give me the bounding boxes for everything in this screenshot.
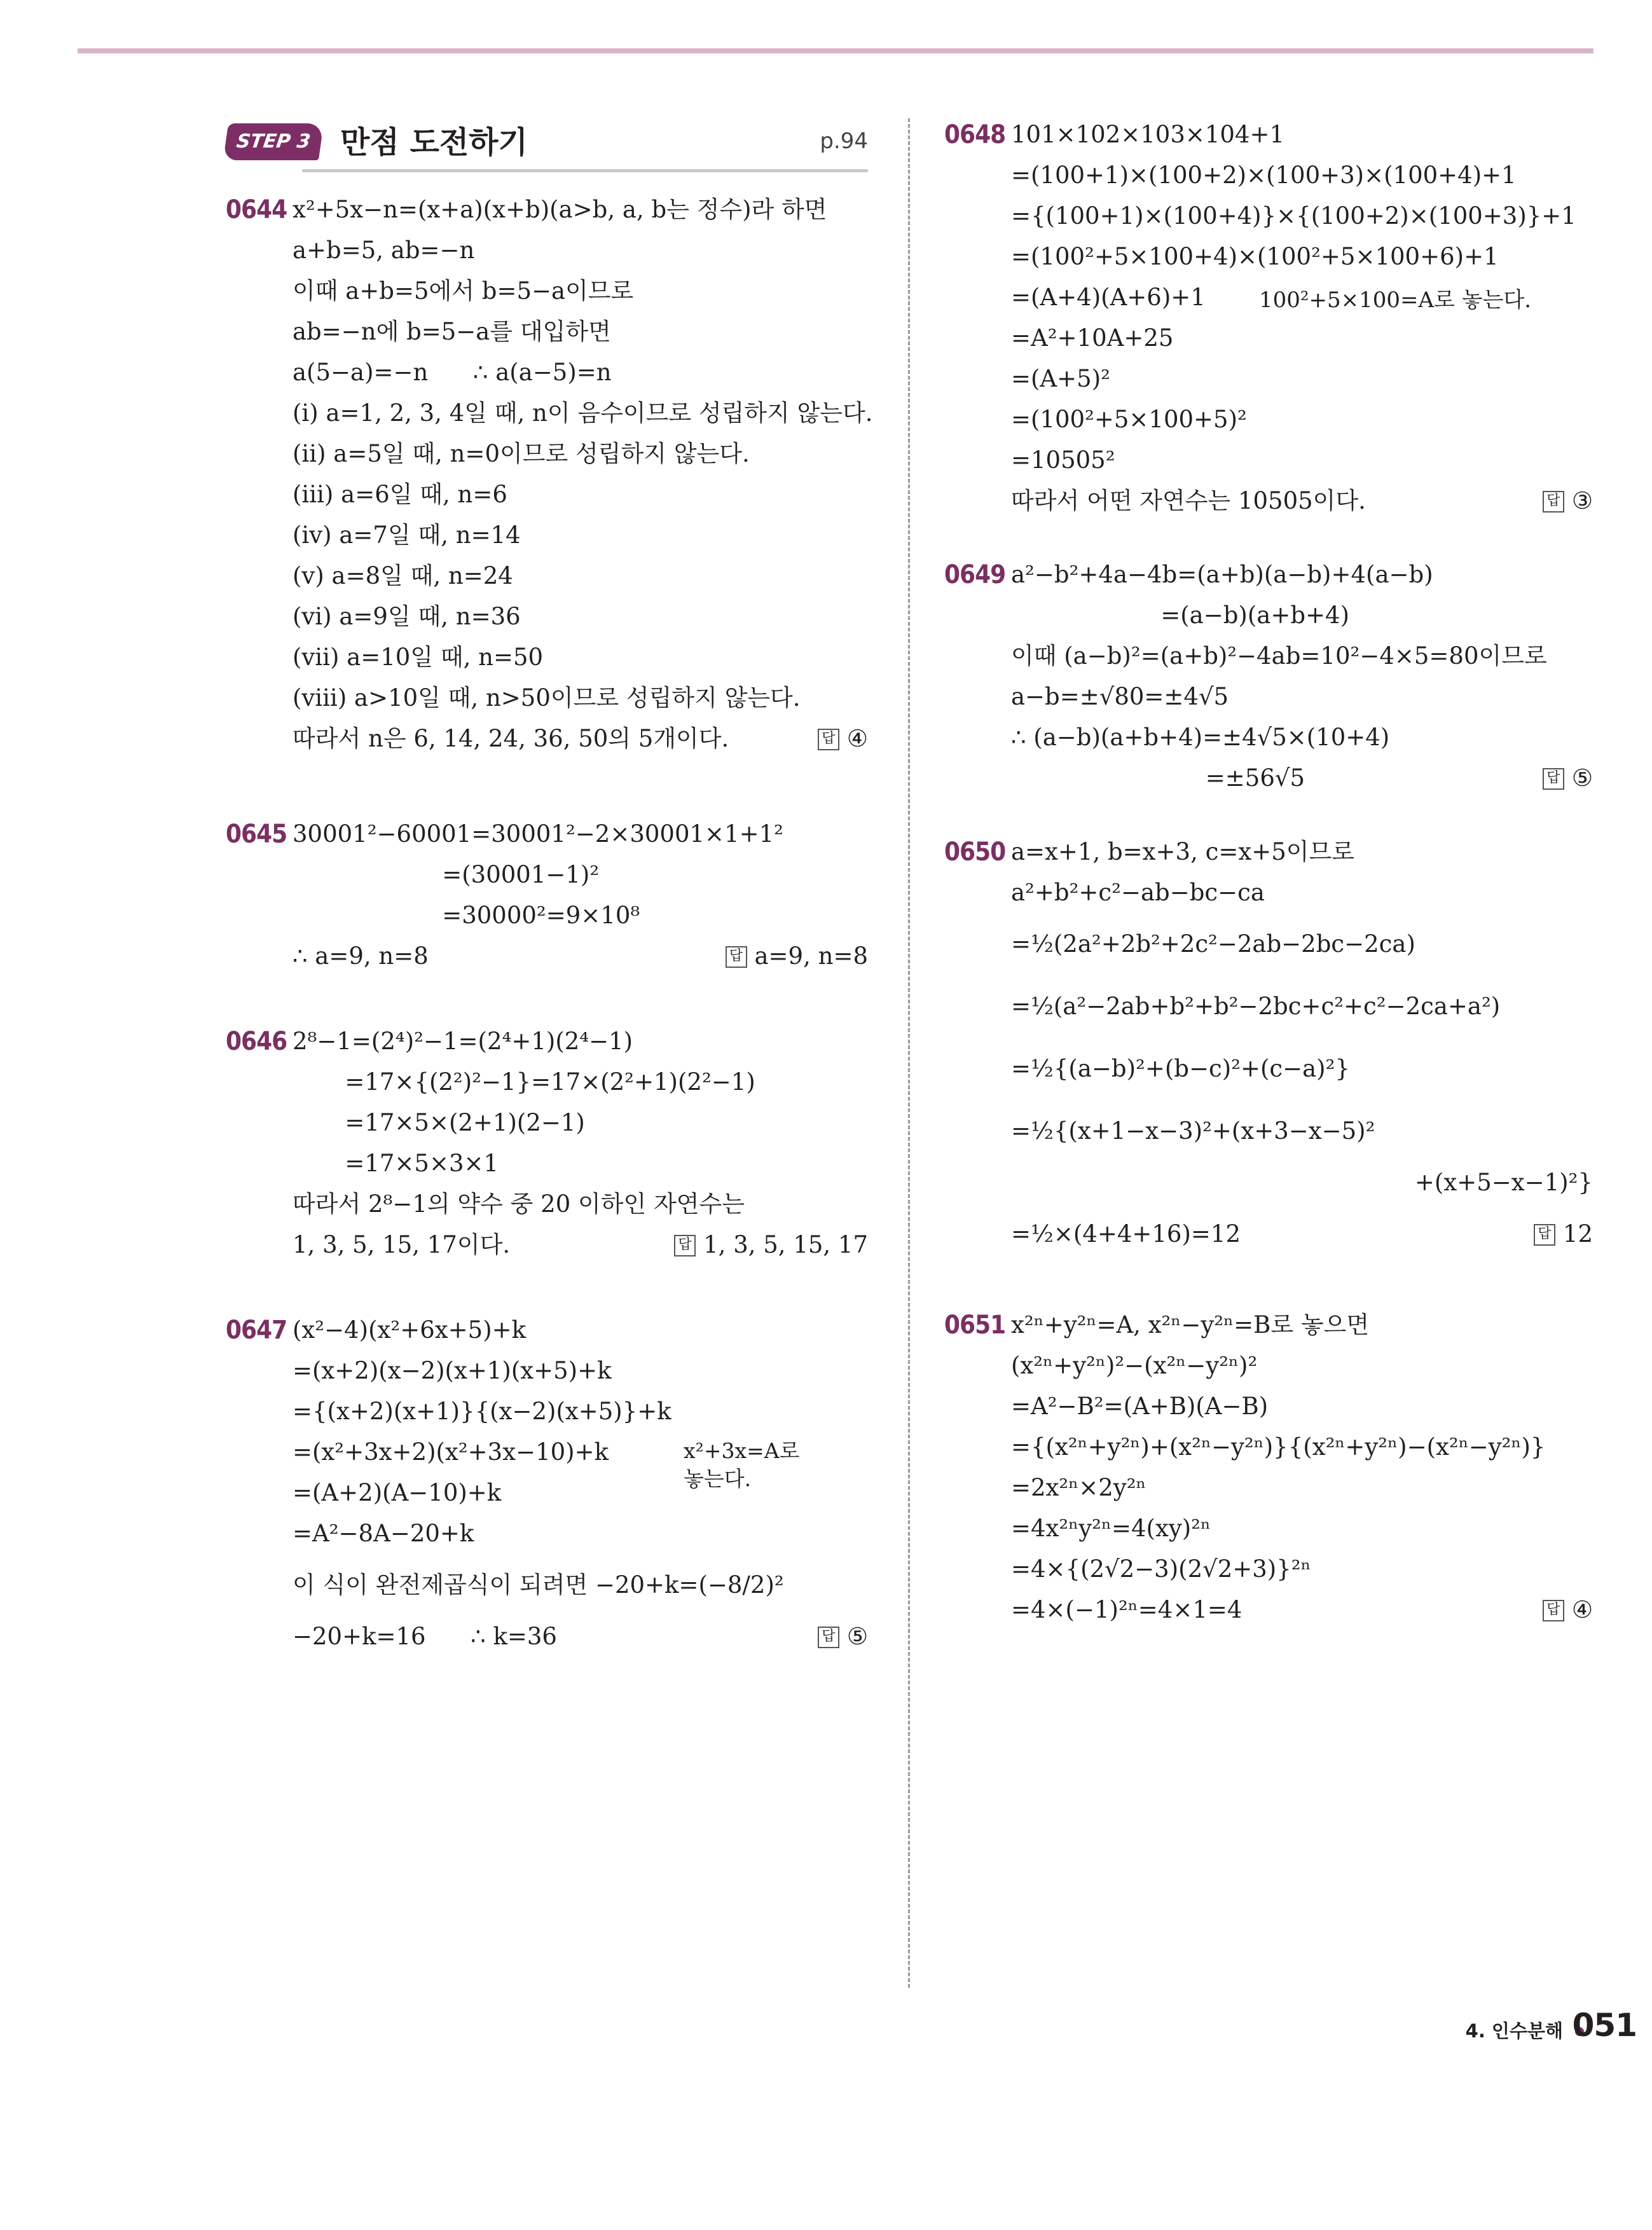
solution-text: =A²−8A−20+k: [293, 1520, 474, 1547]
header-underline: [302, 169, 868, 172]
answer: [1534, 1203, 1593, 1265]
answer: [674, 1225, 868, 1265]
solution-text: ∴ a=9, n=8: [293, 942, 429, 970]
solution-line: [1011, 237, 1593, 277]
solution-text: ab=−n에 b=5−a를 대입하면: [293, 318, 611, 345]
solution-line: [293, 1021, 868, 1062]
solution-text: (x²ⁿ+y²ⁿ)²−(x²ⁿ−y²ⁿ)²: [1011, 1352, 1258, 1379]
solution-line: [1011, 832, 1593, 872]
left-column: [226, 114, 873, 1657]
solution-text: (ⅶ) a=10일 때, n=50: [293, 644, 544, 671]
solution-text: =4×(−1)²ⁿ=4×1=4: [1011, 1596, 1242, 1623]
solution-text: 이때 (a−b)²=(a+b)²−4ab=10²−4×5=80이므로: [1011, 642, 1547, 670]
substitution-note: 100²+5×100=A로 놓는다.: [1259, 287, 1532, 313]
solution-line: [1011, 399, 1593, 440]
solution-text: a+b=5, ab=−n: [293, 237, 475, 264]
answer-value: 1, 3, 5, 15, 17: [703, 1231, 868, 1258]
answer: [726, 936, 869, 977]
solution-lines: [1011, 1305, 1593, 1630]
solution-text: =(30001−1)²: [293, 861, 600, 888]
solution-lines: [1011, 832, 1593, 1265]
solution-line: [1011, 1386, 1593, 1427]
problem-number: 0647: [226, 1316, 287, 1345]
solution-text: 1, 3, 5, 15, 17이다.: [293, 1231, 511, 1258]
solution-text: +(x+5−x−1)²}: [1414, 1169, 1593, 1196]
solution-text: =(a−b)(a+b+4): [1011, 602, 1350, 629]
solution-text: (ⅳ) a=7일 때, n=14: [293, 521, 521, 549]
problem-0644: [226, 189, 873, 759]
solution-line: [1011, 1468, 1593, 1508]
solution-text: a²−b²+4a−4b=(a+b)(a−b)+4(a−b): [1011, 561, 1433, 588]
solution-text: 101×102×103×104+1: [1011, 121, 1285, 148]
solution-line: [293, 855, 868, 895]
solution-text: (ⅲ) a=6일 때, n=6: [293, 481, 507, 508]
problem-number: 0649: [944, 560, 1006, 589]
solution-lines: [293, 1021, 868, 1265]
answer: [818, 719, 868, 759]
solution-line: [293, 1391, 868, 1432]
solution-line: [293, 1062, 868, 1103]
solution-line: [1011, 196, 1593, 237]
answer: [1543, 1590, 1593, 1630]
answer-value: ⑤: [846, 1623, 868, 1650]
solution-text: (ⅵ) a=9일 때, n=36: [293, 603, 521, 630]
solution-line: [1011, 758, 1593, 799]
solution-text: (x²−4)(x²+6x+5)+k: [293, 1316, 527, 1344]
problem-number: 0645: [226, 820, 287, 849]
solution-text: =±56√5: [1011, 764, 1305, 792]
solution-text: 2⁸−1=(2⁴)²−1=(2⁴+1)(2⁴−1): [293, 1028, 633, 1055]
answer-value: ④: [846, 725, 868, 752]
top-rule: [78, 48, 1593, 53]
solution-line: [1011, 440, 1593, 481]
solution-line: [293, 271, 868, 312]
solution-line: [1011, 1203, 1593, 1265]
solution-text: =½×(4+4+16)=12: [1011, 1220, 1241, 1248]
answer-label: 답: [1543, 1600, 1564, 1621]
solution-text: (ⅴ) a=8일 때, n=24: [293, 562, 513, 589]
solution-line: [1011, 318, 1593, 359]
solution-line: [293, 1554, 868, 1616]
solution-text: =(100²+5×100+5)²: [1011, 406, 1247, 433]
solution-text: =(A+5)²: [1011, 365, 1110, 392]
solution-text: =(x+2)(x−2)(x+1)(x+5)+k: [293, 1357, 612, 1384]
answer-label: 답: [1534, 1224, 1555, 1246]
problem-0651: [944, 1305, 1593, 1630]
answer-label: 답: [726, 946, 747, 968]
solution-line: [293, 352, 868, 393]
problem-number: 0650: [944, 837, 1006, 867]
solution-line: [293, 596, 868, 637]
solution-text: =A²−B²=(A+B)(A−B): [1011, 1393, 1269, 1420]
solution-text: ∴ (a−b)(a+b+4)=±4√5×(10+4): [1011, 724, 1390, 751]
solution-line: [293, 189, 868, 230]
solution-text: =½(2a²+2b²+2c²−2ab−2bc−2ca): [1011, 930, 1415, 958]
solution-line: [293, 1184, 868, 1225]
solution-lines: [1011, 114, 1593, 521]
solution-line: [1011, 114, 1593, 155]
solution-text: =(A+4)(A+6)+1: [1011, 284, 1206, 311]
problem-0646: [226, 1021, 868, 1265]
solution-text: =½(a²−2ab+b²+b²−2bc+c²+c²−2ca+a²): [1011, 993, 1501, 1020]
solution-line: [1011, 872, 1593, 913]
solution-line: [293, 556, 868, 596]
solution-text: 이때 a+b=5에서 b=5−a이므로: [293, 277, 634, 305]
solution-line: [1011, 155, 1593, 196]
solution-text: 따라서 2⁸−1의 약수 중 20 이하인 자연수는: [293, 1190, 745, 1218]
solution-text: =17×5×3×1: [293, 1150, 499, 1177]
solution-text: =17×{(2²)²−1}=17×(2²+1)(2²−1): [293, 1068, 755, 1096]
solution-line: [293, 1103, 868, 1143]
solution-line: [1011, 975, 1593, 1038]
right-column: [944, 114, 1593, 1630]
answer-label: 답: [1543, 491, 1564, 513]
solution-text: ={(100+1)×(100+4)}×{(100+2)×(100+3)}+1: [1011, 202, 1576, 230]
solution-line: [1011, 636, 1593, 677]
solution-line: [1011, 1549, 1593, 1590]
answer-label: 답: [818, 1627, 839, 1648]
solution-text: (ⅱ) a=5일 때, n=0이므로 성립하지 않는다.: [293, 440, 750, 467]
solution-text: =½{(x+1−x−3)²+(x+3−x−5)²: [1011, 1117, 1375, 1145]
solution-text: a(5−a)=−n ∴ a(a−5)=n: [293, 359, 612, 386]
solution-text: =(100+1)×(100+2)×(100+3)×(100+4)+1: [1011, 162, 1517, 189]
answer-label: 답: [674, 1235, 696, 1256]
solution-text: =(x²+3x+2)(x²+3x−10)+k: [293, 1438, 609, 1466]
page-reference: p.94: [820, 128, 868, 154]
solution-line: [293, 814, 868, 855]
solution-line: [1011, 717, 1593, 758]
problem-0648: [944, 114, 1593, 521]
solution-line: [293, 719, 868, 759]
solution-line: [293, 1143, 868, 1184]
solution-line: [1011, 1038, 1593, 1100]
solution-line: [293, 1310, 868, 1351]
solution-text: =½{(a−b)²+(b−c)²+(c−a)²}: [1011, 1055, 1350, 1082]
solution-line: [1011, 481, 1593, 521]
solution-line: [1011, 595, 1593, 636]
solution-line: [293, 230, 868, 271]
substitution-note: x²+3x=A로 놓는다.: [684, 1438, 800, 1491]
solution-text: =4×{(2√2−3)(2√2+3)}²ⁿ: [1011, 1555, 1311, 1583]
solution-text: =A²+10A+25: [1011, 324, 1174, 352]
solution-text: ={(x+2)(x+1)}{(x−2)(x+5)}+k: [293, 1398, 671, 1425]
solution-line: [293, 515, 868, 556]
solution-text: −20+k=16 ∴ k=36: [293, 1623, 557, 1650]
solution-text: 따라서 n은 6, 14, 24, 36, 50의 5개이다.: [293, 725, 729, 752]
problem-0645: [226, 814, 868, 977]
solution-text: a−b=±√80=±4√5: [1011, 683, 1229, 710]
solution-text: a²+b²+c²−ab−bc−ca: [1011, 879, 1265, 906]
answer-value: a=9, n=8: [754, 942, 868, 970]
solution-line: [1011, 1590, 1593, 1630]
solution-text: =(100²+5×100+4)×(100²+5×100+6)+1: [1011, 243, 1499, 270]
answer-label: 답: [1543, 768, 1564, 790]
solution-text: x²ⁿ+y²ⁿ=A, x²ⁿ−y²ⁿ=B로 놓으면: [1011, 1311, 1370, 1339]
answer-value: ⑤: [1571, 764, 1593, 792]
solution-text: 30001²−60001=30001²−2×30001×1+1²: [293, 820, 783, 848]
solution-line: [293, 1513, 868, 1554]
solution-text: =2x²ⁿ×2y²ⁿ: [1011, 1474, 1146, 1501]
solution-text: x²+5x−n=(x+a)(x+b)(a>b, a, b는 정수)라 하면: [293, 196, 827, 223]
solution-line: [1011, 1100, 1593, 1162]
solution-line: [293, 434, 868, 474]
answer-value: ④: [1571, 1596, 1593, 1623]
problem-0647: [226, 1310, 868, 1657]
solution-line: [1011, 1162, 1593, 1203]
answer-value: 12: [1562, 1220, 1593, 1248]
answer-value: ③: [1571, 487, 1593, 514]
column-divider: [908, 118, 910, 1988]
solution-lines: [293, 814, 868, 977]
answer: [1543, 481, 1593, 521]
solution-line: [293, 393, 873, 434]
solution-lines: [293, 189, 873, 759]
solution-text: ={(x²ⁿ+y²ⁿ)+(x²ⁿ−y²ⁿ)}{(x²ⁿ+y²ⁿ)−(x²ⁿ−y²ⁿ)}: [1011, 1433, 1546, 1461]
solution-line: [1011, 359, 1593, 399]
solution-text: =30000²=9×10⁸: [293, 902, 640, 929]
solution-line: [1011, 1346, 1593, 1386]
footer-section: 4. 인수분해: [1465, 2020, 1563, 2042]
problem-number: 0646: [226, 1027, 287, 1056]
solution-line: [293, 1225, 868, 1265]
solution-line: [293, 474, 868, 515]
solution-text: 따라서 어떤 자연수는 10505이다.: [1011, 487, 1366, 514]
answer: [1543, 758, 1593, 799]
solution-line: [293, 1351, 868, 1391]
solution-text: (ⅷ) a>10일 때, n>50이므로 성립하지 않는다.: [293, 684, 801, 712]
solution-line: [1011, 913, 1593, 975]
solution-line: [293, 312, 868, 352]
solution-text: =17×5×(2+1)(2−1): [293, 1109, 585, 1136]
solution-text: (ⅰ) a=1, 2, 3, 4일 때, n이 음수이므로 성립하지 않는다.: [293, 399, 873, 427]
solution-text: =(A+2)(A−10)+k: [293, 1479, 502, 1506]
page-number: 051: [1572, 2007, 1637, 2044]
solution-text: =4x²ⁿy²ⁿ=4(xy)²ⁿ: [1011, 1515, 1211, 1542]
section-title: 만점 도전하기: [340, 125, 528, 160]
solution-line: [293, 936, 868, 977]
solution-line: [293, 678, 868, 719]
solution-text: 이 식이 완전제곱식이 되려면 −20+k=(−8/2)²: [293, 1571, 784, 1599]
solution-text: a=x+1, b=x+3, c=x+5이므로: [1011, 838, 1354, 865]
solution-lines: [1011, 554, 1593, 799]
solution-line: [1011, 554, 1593, 595]
solution-line: [293, 637, 868, 678]
problem-0649: [944, 554, 1593, 799]
problem-number: 0651: [944, 1311, 1006, 1340]
section-header: [226, 114, 868, 184]
answer-label: 답: [818, 729, 839, 750]
solution-line: [1011, 1427, 1593, 1468]
solution-line: [293, 1616, 868, 1657]
answer: [818, 1616, 868, 1657]
solution-line: [293, 895, 868, 936]
solution-text: =10505²: [1011, 446, 1115, 474]
solution-line: [1011, 1508, 1593, 1549]
solution-line: [1011, 677, 1593, 717]
problem-number: 0648: [944, 120, 1006, 149]
problem-0650: [944, 832, 1593, 1265]
step-badge: STEP 3: [223, 123, 324, 160]
problem-number: 0644: [226, 195, 287, 224]
solution-line: [1011, 1305, 1593, 1346]
